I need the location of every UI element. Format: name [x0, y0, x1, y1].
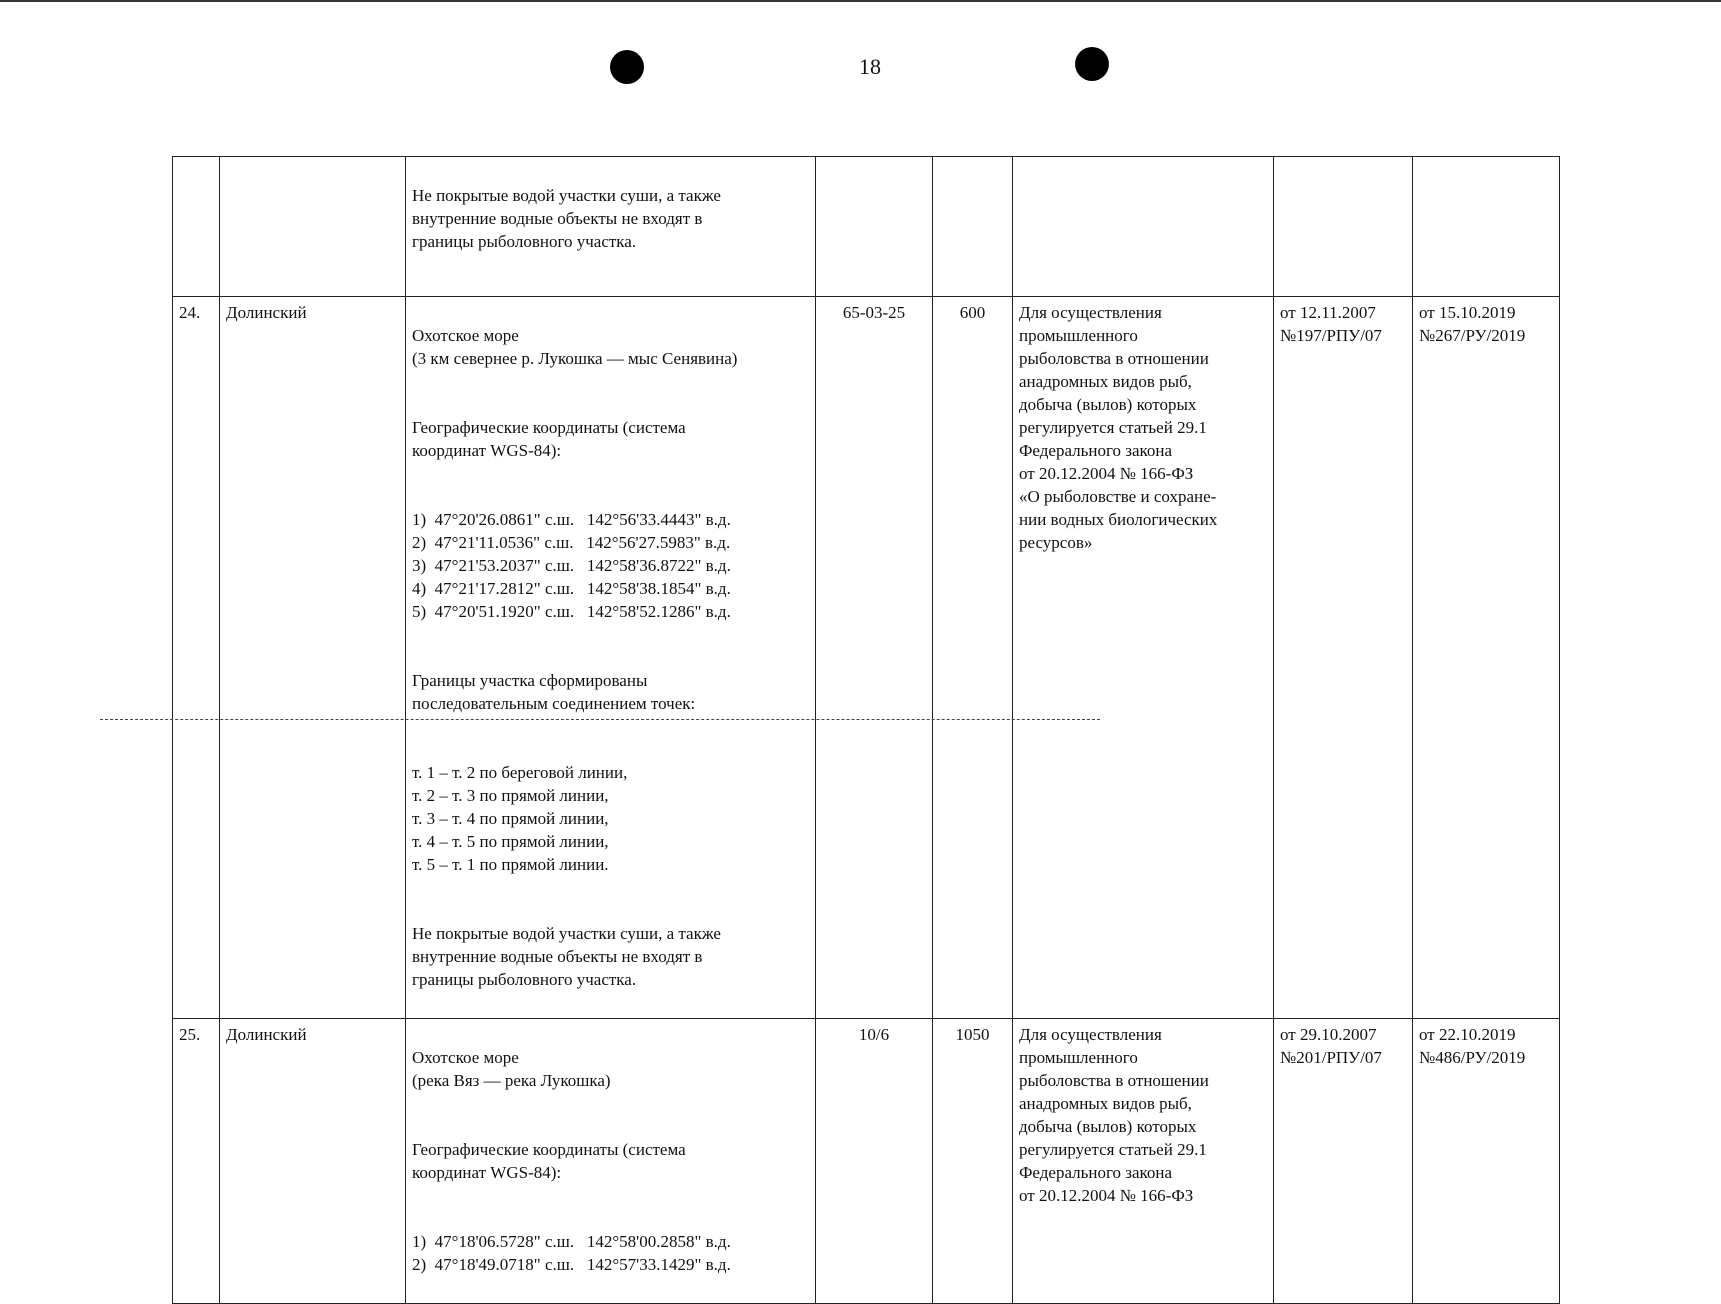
table-row — [173, 157, 1560, 297]
coordinates-heading: Географические координаты (система координат WGS-84): — [412, 418, 686, 460]
row-number: 24. — [173, 297, 220, 1019]
scan-artifact-dashed-line — [100, 719, 1100, 720]
district-cell — [220, 157, 406, 297]
boundary-points: т. 1 – т. 2 по береговой линии, т. 2 – т. 3 по прямой линии, т. 3 – т. 4 по прямой линии, т. 4 – т. 5 по прямой линии, т. 5 – т. 1 по прямой линии. — [412, 763, 628, 874]
agreement-cell — [1274, 157, 1413, 297]
agreement-cell: от 29.10.2007 №201/РПУ/07 — [1274, 1019, 1413, 1304]
purpose-cell: Для осуществления промышленного рыболовства в отношении анадромных видов рыб, добыча (вылов) которых регулируется статьей 29.1 Федерального закона от 20.12.2004 № 166-ФЗ — [1013, 1019, 1274, 1304]
code-cell: 65-03-25 — [816, 297, 933, 1019]
row-number — [173, 157, 220, 297]
area-cell — [933, 157, 1013, 297]
agreement-cell: от 12.11.2007 №197/РПУ/07 — [1274, 297, 1413, 1019]
punch-hole-left — [610, 50, 644, 84]
purpose-cell — [1013, 157, 1274, 297]
renewal-cell — [1413, 157, 1560, 297]
district-cell: Долинский — [220, 1019, 406, 1304]
exclusion-note: Не покрытые водой участки суши, а также внутренние водные объекты не входят в границы рыболовного участка. — [412, 924, 721, 989]
area-cell: 600 — [933, 297, 1013, 1019]
page-number: 18 — [859, 54, 881, 79]
renewal-cell: от 22.10.2019 №486/РУ/2019 — [1413, 1019, 1560, 1304]
table-row — [173, 297, 1560, 1019]
area-cell: 1050 — [933, 1019, 1013, 1304]
row-number: 25. — [173, 1019, 220, 1304]
scan-top-edge — [0, 0, 1721, 2]
description-paragraph: Не покрытые водой участки суши, а также внутренние водные объекты не входят в границы рыболовного участка. — [412, 186, 721, 251]
code-cell: 10/6 — [816, 1019, 933, 1304]
punch-hole-right — [1075, 47, 1109, 81]
location-name: Охотское море (река Вяз — река Лукошка) — [412, 1048, 611, 1090]
renewal-cell: от 15.10.2019 №267/РУ/2019 — [1413, 297, 1560, 1019]
coordinates-list: 1) 47°18'06.5728" с.ш. 142°58'00.2858" в.д. 2) 47°18'49.0718" с.ш. 142°57'33.1429" в.д. — [412, 1232, 731, 1274]
fishing-areas-table — [172, 156, 1560, 1304]
boundary-heading: Границы участка сформированы последовательным соединением точек: — [412, 671, 696, 713]
description-cell — [406, 1019, 816, 1304]
table-row — [173, 1019, 1560, 1304]
coordinates-list: 1) 47°20'26.0861" с.ш. 142°56'33.4443" в.д. 2) 47°21'11.0536" с.ш. 142°56'27.5983" в.д. 3) 47°21'53.2037" с.ш. 142°58'36.8722" в.д. 4) 47°21'17.2812" с.ш. 142°58'38.1854" в.д. 5) 47°20'51.1920" с.ш. 142°58'52.1286" в.д. — [412, 510, 731, 621]
description-cell — [406, 297, 816, 1019]
district-cell: Долинский — [220, 297, 406, 1019]
coordinates-heading: Географические координаты (система координат WGS-84): — [412, 1140, 686, 1182]
location-name: Охотское море (3 км севернее р. Лукошка — мыс Сенявина) — [412, 326, 738, 368]
purpose-cell: Для осуществления промышленного рыболовства в отношении анадромных видов рыб, добыча (вылов) которых регулируется статьей 29.1 Федерального закона от 20.12.2004 № 166-ФЗ «О рыболовстве и сохране- нии водных биологических ресурсов» — [1013, 297, 1274, 1019]
description-cell — [406, 157, 816, 297]
code-cell — [816, 157, 933, 297]
